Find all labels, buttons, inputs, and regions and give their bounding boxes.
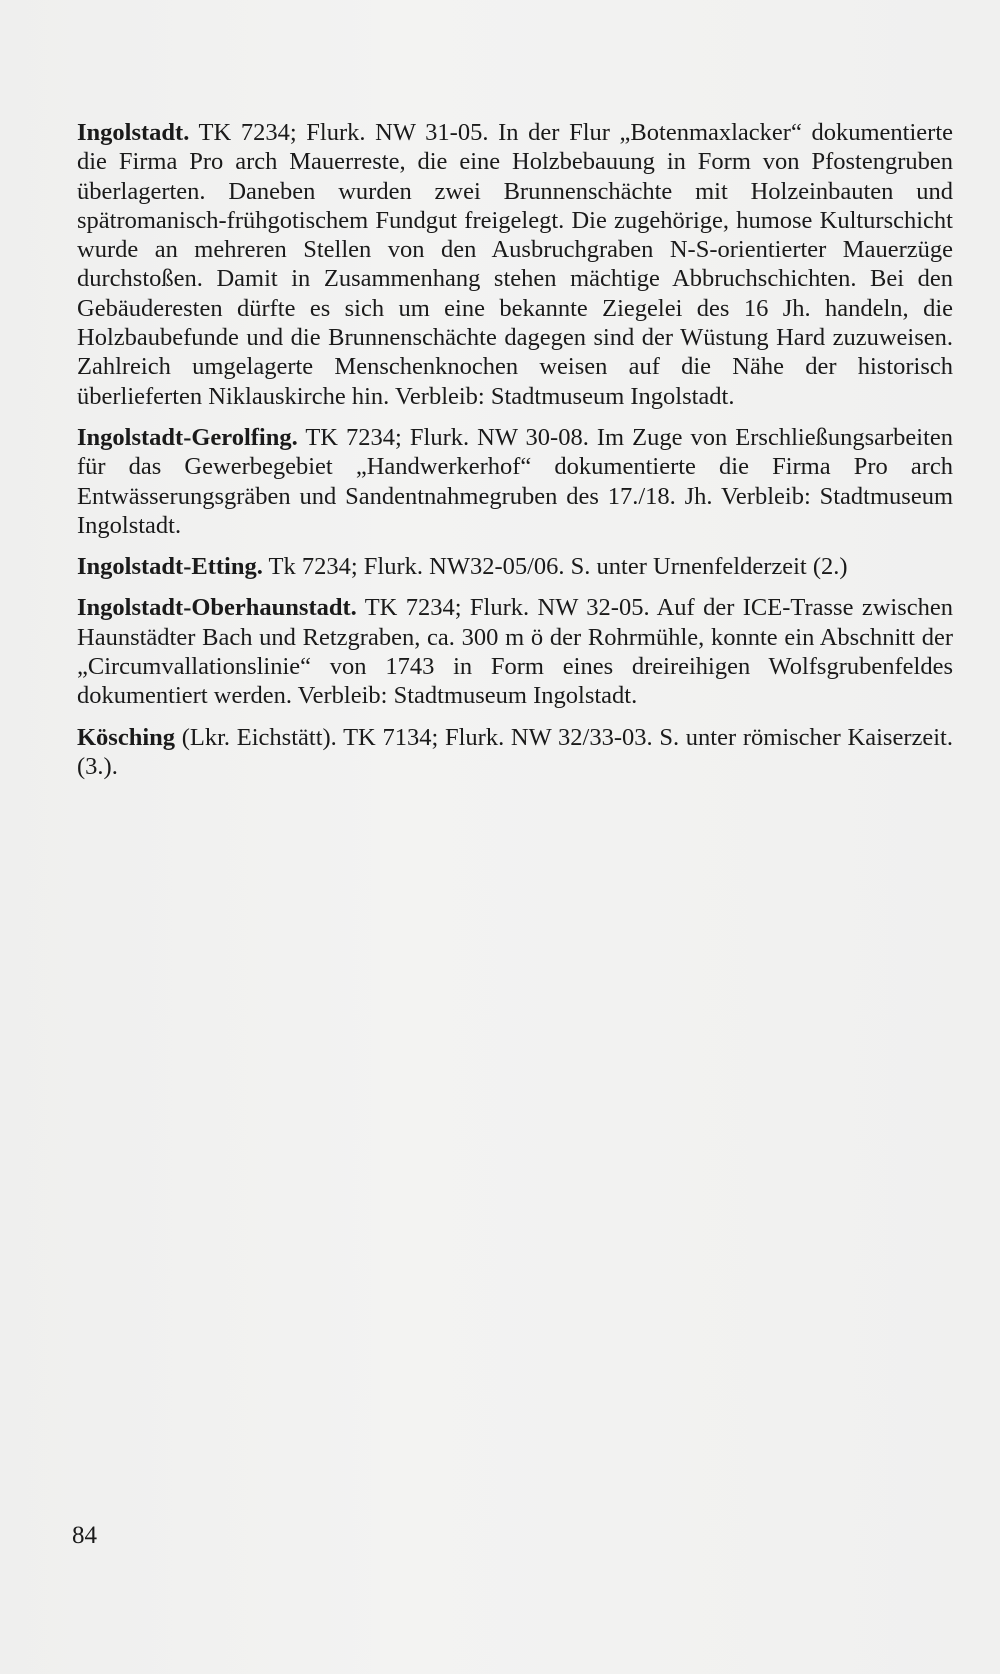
entry-place: Ingolstadt-Oberhaunstadt.	[77, 594, 357, 622]
entry-text: (Lkr. Eichstätt). TK 7134; Flurk. NW 32/33-03. S. unter römischer Kaiserzeit. (3.).	[77, 723, 953, 780]
main-text	[77, 118, 953, 793]
entry-koesching	[77, 723, 953, 782]
entry-text: TK 7234; Flurk. NW 32-05. Auf der ICE-Trasse zwischen Haunstädter Bach und Retzgraben, ca. 300 m ö der Rohrmühle, konnte ein Abschnitt der „Circumvallationslinie“ von 1743 in Form eines dreireihigen Wolfsgrubenfeldes dokumentiert werden. Verbleib: Stadtmuseum Ingolstadt.	[77, 594, 953, 710]
entry-place: Kösching	[77, 723, 176, 751]
page-number: 84	[72, 1522, 97, 1549]
entry-text: TK 7234; Flurk. NW 31-05. In der Flur „Botenmaxlacker“ dokumentierte die Firma Pro arch Mauerreste, die eine Holzbebauung in Form von Pfostengruben überlagerten. Daneben wurden zwei Brunnenschächte mit Holzeinbauten und spätromanisch-frühgotischem Fundgut freigelegt. Die zugehörige, humose Kulturschicht wurde an mehreren Stellen von den Ausbruchgraben N-S-orientierter Mauerzüge durchstoßen. Damit in Zusammenhang stehen mächtige Abbruchschichten. Bei den Gebäuderesten dürfte es sich um eine bekannte Ziegelei des 16 Jh. handeln, die Holzbaubefunde und die Brunnenschächte dagegen sind der Wüstung Hard zuzuweisen. Zahlreich umgelagerte Menschenknochen weisen auf die Nähe der historisch überlieferten Niklauskirche hin. Verbleib: Stadtmuseum Ingolstadt.	[77, 119, 953, 410]
entry-ingolstadt-etting	[77, 552, 953, 581]
entry-text: Tk 7234; Flurk. NW32-05/06. S. unter Urnenfelderzeit (2.)	[262, 553, 848, 581]
entry-ingolstadt-gerolfing	[77, 423, 953, 540]
entry-place: Ingolstadt-Gerolfing.	[77, 423, 298, 451]
entry-text: TK 7234; Flurk. NW 30-08. Im Zuge von Erschließungsarbeiten für das Gewerbegebiet „Handwerkerhof“ dokumentierte die Firma Pro arch Entwässerungsgräben und Sandentnahmegruben des 17./18. Jh. Verbleib: Stadtmuseum Ingolstadt.	[77, 423, 953, 539]
entry-ingolstadt	[77, 118, 953, 411]
entry-place: Ingolstadt-Etting.	[77, 553, 263, 581]
entry-place: Ingolstadt.	[77, 119, 190, 146]
entry-ingolstadt-oberhaunstadt	[77, 593, 953, 710]
